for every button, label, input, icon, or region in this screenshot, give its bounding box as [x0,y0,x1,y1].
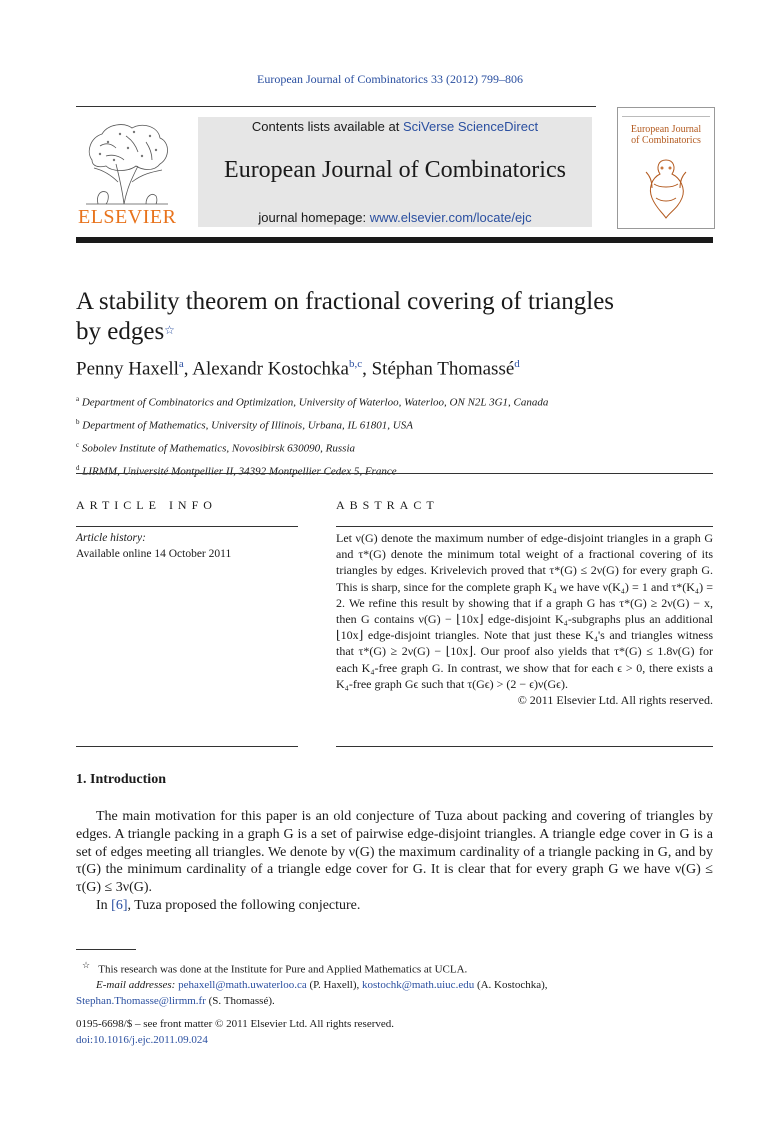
footnote-item [76,958,713,978]
email-link[interactable]: pehaxell@math.uwaterloo.ca [178,979,307,992]
homepage-line [198,210,592,225]
footnotes [76,958,713,1009]
affiliation-text: Sobolev Institute of Mathematics, Novosibirsk 630090, Russia [81,442,356,455]
intro-paragraph: The main motivation for this paper is an old conjecture of Tuza about packing and covering of triangles by edges. A triangle packing in a graph G is a set of pairwise edge-disjoint triangles. A triangle edge cover in G is a set of edges meeting all triangles. We denote by ν(G) the maximum cardinality of a triangle packing in G, and by τ(G) the minimum cardinality of a triangle edge cover for G. It is clear that for every graph G we have ν(G) ≤ τ(G) ≤ 3ν(G). [76,809,713,896]
affiliation-divider [76,473,713,474]
author-affiliation-mark[interactable]: a [178,358,184,370]
cover-title-line1: European Journal [630,124,702,135]
email-line [76,994,713,1010]
title-footnote-star-icon[interactable]: ☆ [164,323,175,337]
abstract-rule-bottom [336,746,713,747]
contents-line [198,119,592,134]
para-suffix: , Tuza proposed the following conjecture. [127,897,361,913]
cover-illustration-icon [638,154,694,222]
author-list [76,358,716,380]
affiliation-key: b [76,418,80,427]
reference-link[interactable]: [6] [111,897,128,913]
journal-cover-thumbnail[interactable] [617,107,715,229]
email-line [76,978,713,994]
contents-prefix: Contents lists available at [251,119,403,134]
author-affiliation-mark[interactable]: b,c [348,358,363,370]
history-label: Article history: [76,532,146,544]
header-thick-rule [76,237,713,243]
author-name: Penny Haxell [76,358,179,380]
affiliation-text: Department of Mathematics, University of Illinois, Urbana, IL 61801, USA [82,419,413,432]
section-heading: 1. Introduction [76,772,166,787]
article-info-heading: ARTICLE INFO [76,498,217,512]
author-separator: , [183,358,193,380]
footnote-rule [76,949,136,950]
cover-header-strip [622,111,710,117]
article-info-rule-top [76,526,298,527]
sciencedirect-link[interactable]: SciVerse ScienceDirect [402,119,539,134]
affiliation-item [76,390,716,413]
header-top-rule [76,106,596,107]
author-name: Alexandr Kostochka [192,358,349,380]
cover-title-line2: of Combinatorics [631,135,701,146]
affiliation-list [76,390,716,483]
introduction-body [76,808,713,915]
front-matter [76,1017,713,1048]
elsevier-logo[interactable] [72,112,184,230]
journal-title: European Journal of Combinatorics [224,157,566,183]
email-owner: (A. Kostochka), [474,979,548,992]
email-link[interactable]: Stephan.Thomasse@lirmm.fr [76,994,206,1007]
available-date: Available online 14 October 2011 [76,548,232,560]
abstract-heading: ABSTRACT [336,498,439,512]
affiliation-text: Department of Combinatorics and Optimization, University of Waterloo, Waterloo, ON N2L 3G1, Canada [81,396,549,409]
affiliation-item [76,459,716,482]
article-info-body [76,530,298,562]
affiliation-key: c [76,441,80,450]
para-prefix: In [96,897,112,913]
abstract-text: Let ν(G) denote the maximum number of edge-disjoint triangles in a graph G and τ*(G) denote the minimum total weight of a fractional covering of its triangles by edges. Krivelevich proved that τ*(G) ≤ 2ν(G) for every graph G. This is sharp, since for the complete graph K₄ we have ν(K₄) = 1 and τ*(K₄) = 2. We refine this result by showing that if a graph G has τ*(G) ≥ 2ν(G) − x, then G contains ν(G) − ⌊10x⌋ edge-disjoint K₄-subgraphs plus an additional ⌊10x⌋ edge-disjoint triangles. Note that just these K₄'s and triangles witness that τ*(G) ≥ 2ν(G) − ⌊10x⌋. Our proof also yields that τ*(G) ≤ 1.8ν(G) for each K₄-free graph G. In contrast, we show that for each ϵ > 0, there exists a K₄-free graph Gϵ such that τ(Gϵ) > (2 − ϵ)ν(Gϵ). [336,531,713,691]
footnote-star-icon: ☆ [82,960,91,970]
email-link[interactable]: kostochk@math.uiuc.edu [362,979,475,992]
paper-title [76,287,716,347]
homepage-prefix: journal homepage: [258,210,370,225]
abstract-rule-top [336,526,713,527]
doi-link[interactable]: doi:10.1016/j.ejc.2011.09.024 [76,1033,208,1046]
author-affiliation-mark[interactable]: d [514,358,520,370]
affiliation-item [76,436,716,459]
affiliation-key: d [76,464,80,473]
issn-line: 0195-6698/$ – see front matter © 2011 Elsevier Ltd. All rights reserved. [76,1018,395,1030]
cover-title [618,124,714,146]
title-line2: by edges [76,318,165,345]
footnote-text: This research was done at the Institute for Pure and Applied Mathematics at UCLA. [98,963,468,976]
abstract-copyright: © 2011 Elsevier Ltd. All rights reserved. [517,693,713,708]
abstract-body [336,530,713,708]
homepage-link[interactable]: www.elsevier.com/locate/ejc [369,210,532,225]
email-label: E-mail addresses: [96,979,179,992]
affiliation-item [76,413,716,436]
journal-citation-link[interactable]: European Journal of Combinatorics 33 (2012) 799–806 [257,72,523,86]
affiliation-key: a [76,395,80,403]
email-owner: (S. Thomassé). [205,994,275,1007]
intro-paragraph [76,897,713,915]
email-owner: (P. Haxell), [306,979,363,992]
publisher-wordmark: ELSEVIER [78,206,177,228]
author-name: Stéphan Thomassé [371,358,515,380]
article-info-rule-bottom [76,746,298,747]
author-separator: , [362,358,372,380]
title-line1: A stability theorem on fractional covering of triangles [76,288,615,315]
